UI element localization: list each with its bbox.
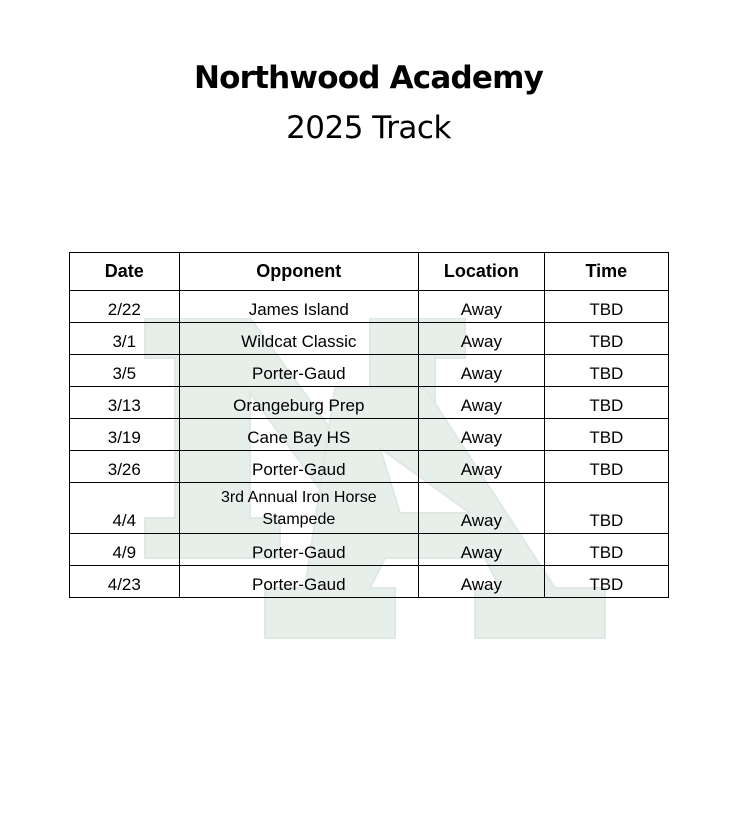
cell-location: Away <box>419 387 545 419</box>
cell-location: Away <box>419 451 545 483</box>
cell-opponent: Porter-Gaud <box>179 451 418 483</box>
cell-opponent: Porter-Gaud <box>179 534 418 566</box>
cell-opponent: James Island <box>179 291 418 323</box>
table-row <box>70 534 669 566</box>
cell-date: 3/1 <box>70 323 180 355</box>
cell-time: TBD <box>544 534 668 566</box>
column-header-date: Date <box>70 253 180 291</box>
cell-opponent: Orangeburg Prep <box>179 387 418 419</box>
cell-location: Away <box>419 355 545 387</box>
cell-time: TBD <box>544 387 668 419</box>
column-header-opponent: Opponent <box>179 253 418 291</box>
table-row <box>70 419 669 451</box>
schedule-table <box>69 252 669 598</box>
table-row <box>70 323 669 355</box>
table-row <box>70 451 669 483</box>
cell-location: Away <box>419 291 545 323</box>
cell-opponent: Porter-Gaud <box>179 566 418 598</box>
column-header-location: Location <box>419 253 545 291</box>
cell-opponent: Cane Bay HS <box>179 419 418 451</box>
cell-time: TBD <box>544 323 668 355</box>
cell-location: Away <box>419 566 545 598</box>
cell-opponent: Wildcat Classic <box>179 323 418 355</box>
cell-opponent: Porter-Gaud <box>179 355 418 387</box>
cell-time: TBD <box>544 355 668 387</box>
cell-date: 3/26 <box>70 451 180 483</box>
table-header-row <box>70 253 669 291</box>
column-header-time: Time <box>544 253 668 291</box>
cell-time: TBD <box>544 566 668 598</box>
cell-date: 4/9 <box>70 534 180 566</box>
cell-date: 2/22 <box>70 291 180 323</box>
cell-location: Away <box>419 323 545 355</box>
table-row <box>70 566 669 598</box>
cell-location: Away <box>419 534 545 566</box>
cell-location: Away <box>419 419 545 451</box>
cell-date: 4/4 <box>70 483 180 534</box>
school-title: Northwood Academy <box>193 60 544 96</box>
cell-time: TBD <box>544 483 668 534</box>
table-row <box>70 291 669 323</box>
cell-opponent-text: 3rd Annual Iron Horse Stampede <box>220 489 377 528</box>
season-title: 2025 Track <box>286 110 451 146</box>
cell-date: 3/13 <box>70 387 180 419</box>
cell-date: 3/5 <box>70 355 180 387</box>
table-row <box>70 387 669 419</box>
cell-time: TBD <box>544 451 668 483</box>
cell-location: Away <box>419 483 545 534</box>
cell-time: TBD <box>544 419 668 451</box>
cell-time: TBD <box>544 291 668 323</box>
cell-date: 3/19 <box>70 419 180 451</box>
table-row <box>70 483 669 534</box>
cell-opponent <box>179 483 418 534</box>
table-row <box>70 355 669 387</box>
cell-date: 4/23 <box>70 566 180 598</box>
